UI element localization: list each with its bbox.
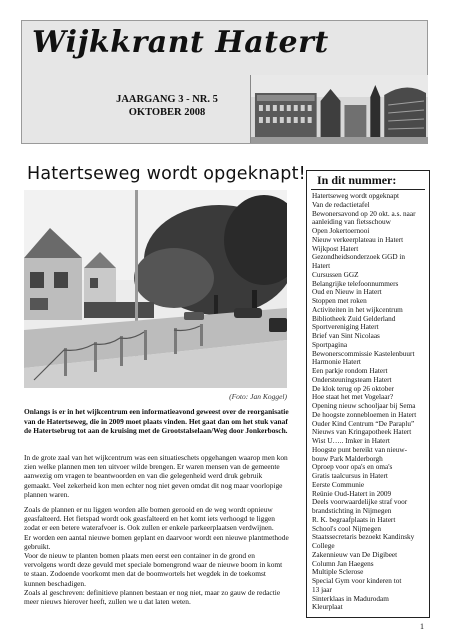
contents-item: Staatssecretaris bezoekt Kandinsky xyxy=(312,533,415,542)
contents-item: Hatert xyxy=(312,262,331,270)
contents-item: Een parkje rondom Hatert xyxy=(312,367,388,375)
article-paragraph: Zoals al geschreven: definitieve plannen bestaan er nog niet, maar zo gauw de redactie meer nieuws hierover heeft, zullen we u dat laten weten. xyxy=(24,587,281,607)
article-paragraph: Zoals de plannen er nu liggen worden alle bomen gerooid en de weg wordt opnieuw geasfalteerd. Het fietspad wordt ook geasfalteerd en het komt iets verhoogd te liggen zodat er een betere waterafvoer is. Ook zullen er enkele parkeerplaatsen verdwijnen. xyxy=(24,505,275,533)
contents-title: In dit nummer: xyxy=(311,171,425,190)
article-lead: Onlangs is er in het wijkcentrum een informatieavond geweest over de reorganisatie van de Hatertseweg, die in 2009 moet plaats vinden. Het gaat dan om het stuk vanaf de Hatertsebrug tot aan de kruising met de Grootstalselaan/Weg door Jonkerbosch. xyxy=(24,407,289,436)
contents-item: Kleurplaat xyxy=(312,603,343,612)
contents-item: Wist U….. Imker in Hatert xyxy=(312,437,390,445)
contents-item: Belangrijke telefoonnummers xyxy=(312,279,399,288)
contents-item: Bewonerscommissie Kastelenbuurt xyxy=(312,349,415,358)
contents-item: De klok terug op 26 oktober xyxy=(312,384,394,393)
contents-item: 13 jaar xyxy=(312,585,332,594)
contents-item: Zakennieuw van De Digibeet xyxy=(312,550,398,559)
contents-item: Multiple Sclerose xyxy=(312,568,364,577)
contents-item: Bibliotheek Zuid Gelderland xyxy=(312,314,396,323)
contents-item: Gratis taalcursus in Hatert xyxy=(312,472,388,480)
contents-item: Hoe staat het met Vogelaar? xyxy=(312,393,394,402)
contents-item: Hatertseweg wordt opgeknapt xyxy=(312,192,399,200)
contents-item: Harmonie Hatert xyxy=(312,358,361,367)
newspaper-title: Wijkkrant Hatert xyxy=(32,25,329,60)
contents-item: bouw Park Malderborgh xyxy=(312,454,383,463)
contents-item: Deels voorwaardelijke straf voor xyxy=(312,498,408,507)
issue-info xyxy=(102,93,232,119)
issue-number: JAARGANG 3 - NR. 5 xyxy=(116,94,218,105)
article-paragraph: Er worden een aantal nieuwe bomen geplant en daarvoor wordt een nieuwe plantmethode gebruikt. xyxy=(24,532,289,551)
contents-item: Sportpagina xyxy=(312,340,348,349)
contents-item: Cursussen GGZ xyxy=(312,270,359,279)
page-number: 1 xyxy=(420,622,424,631)
contents-item: Ouder Kind Centrum “De Paraplu” xyxy=(312,419,415,428)
contents-item: College xyxy=(312,542,335,550)
contents-item: Sinterklaas in Madurodam xyxy=(312,594,389,603)
masthead-photo xyxy=(250,75,428,143)
contents-list xyxy=(307,190,429,612)
article-body xyxy=(24,453,289,606)
contents-item: Hoogste punt bereikt van nieuw- xyxy=(312,445,408,454)
contents-item: Gezondheidsonderzoek GGD in xyxy=(312,253,406,262)
contents-item: aanleiding van fietsschouw xyxy=(312,218,391,227)
contents-item: Column Jan Haegens xyxy=(312,559,374,568)
contents-item: Van de redactietafel xyxy=(312,200,370,209)
masthead xyxy=(21,20,428,144)
contents-item: R. K. begraafplaats in Hatert xyxy=(312,515,396,524)
contents-item: Brief van Sint Nicolaas xyxy=(312,332,380,340)
contents-item: Reünie Oud-Hatert in 2009 xyxy=(312,489,392,498)
article-paragraph: Voor de nieuw te planten bomen plaats men eerst een container in de grond en vervolgens wordt deze gevuld met speciale bomengrond waar de nieuwe boom in komt te staan. Zodoende voorkomt men dat de boomwortels het wegdek in de toekomst kunnen beschadigen. xyxy=(24,551,283,588)
contents-item: Wijkpost Hatert xyxy=(312,244,359,253)
contents-item: Oproep voor opa's en oma's xyxy=(312,463,393,472)
contents-item: Activiteiten in het wijkcentrum xyxy=(312,305,403,314)
article-headline: Hatertseweg wordt opgeknapt! xyxy=(27,164,306,184)
contents-item: De hoogste zonnebloemen in Hatert xyxy=(312,410,417,419)
contents-item: Opening nieuw schooljaar bij Sema xyxy=(312,402,416,410)
contents-item: Ondersteuningsteam Hatert xyxy=(312,375,392,384)
article-paragraph: In de grote zaal van het wijkcentrum was een situatieschets opgehangen waarop men kon zien welke plannen men ten uitvoer wilde brengen. Er waren mensen van de gemeente aanwezig om vragen te beantwoorden en van die gelegenheid werd druk gebruik gemaakt. Veel zekerheid kon men echter nog niet geven omdat dit nog maar voorlopige plannen waren. xyxy=(24,453,288,499)
contents-sidebar xyxy=(306,170,430,618)
street-photo xyxy=(24,190,287,388)
contents-item: Stoppen met roken xyxy=(312,297,367,305)
contents-item: Nieuws van Kringapotheek Hatert xyxy=(312,428,412,437)
contents-item: Bewonersavond op 20 okt. a.s. naar xyxy=(312,209,416,218)
contents-item: Open Jokertoernooi xyxy=(312,227,370,235)
contents-item: Sportvereniging Hatert xyxy=(312,323,379,332)
contents-item: School's cool Nijmegen xyxy=(312,524,381,533)
issue-date: OKTOBER 2008 xyxy=(128,107,206,118)
contents-item: Oud en Nieuw in Hatert xyxy=(312,288,382,297)
contents-item: Special Gym voor kinderen tot xyxy=(312,577,402,585)
contents-item: brandstichting in Nijmegen xyxy=(312,507,392,515)
contents-item: Eerste Communie xyxy=(312,480,365,489)
contents-item: Nieuw verkeerplateau in Hatert xyxy=(312,235,404,244)
photo-caption: (Foto: Jan Koggel) xyxy=(229,392,287,401)
